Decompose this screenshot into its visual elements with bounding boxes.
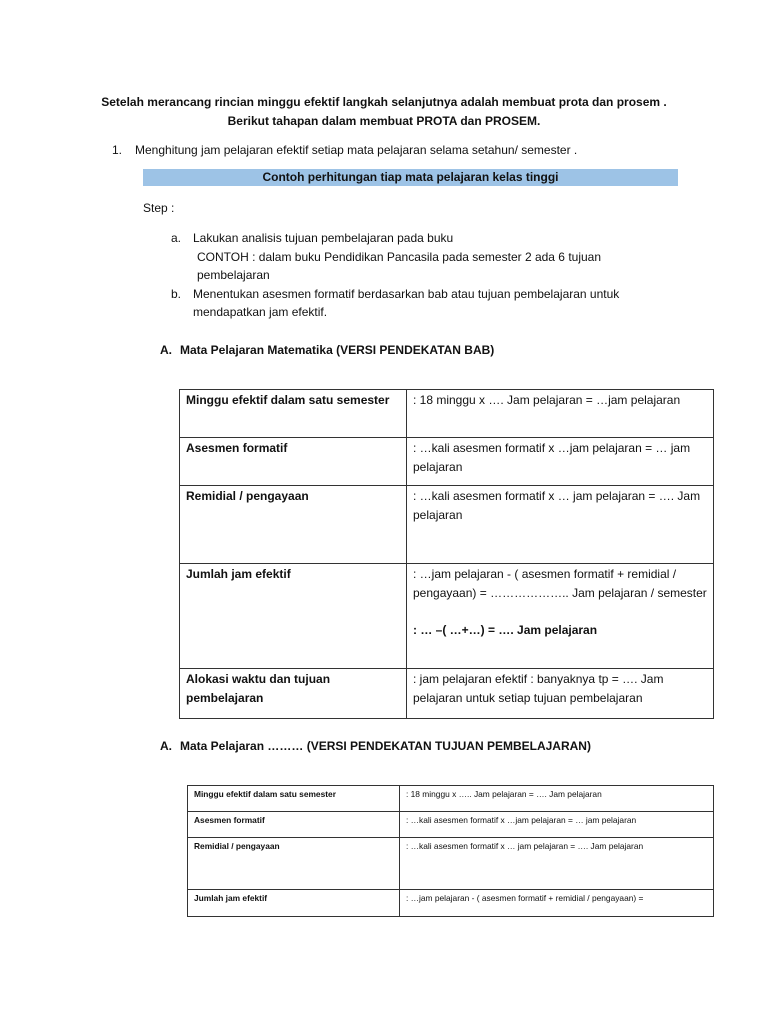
- table-row: [180, 438, 714, 486]
- intro-line-1: Setelah merancang rincian minggu efektif langkah selanjutnya adalah membuat prota dan prosem .: [101, 95, 667, 109]
- row-value-formula: : … –( …+…) = …. Jam pelajaran: [413, 623, 598, 637]
- example-banner: Contoh perhitungan tiap mata pelajaran kelas tinggi: [143, 169, 678, 186]
- step-a-line-2: CONTOH : dalam buku Pendidikan Pancasila pada semester 2 ada 6 tujuan: [197, 249, 602, 264]
- row-value: : …kali asesmen formatif x … jam pelajaran = …. Jam pelajaran: [400, 838, 714, 890]
- section-title: Mata Pelajaran ……… (VERSI PENDEKATAN TUJUAN PEMBELAJARAN): [180, 739, 591, 753]
- table-row: [180, 564, 714, 669]
- step-marker: b.: [171, 286, 182, 301]
- row-label: Minggu efektif dalam satu semester: [180, 390, 407, 438]
- row-value-cell: [407, 564, 714, 669]
- intro-line-2: Berikut tahapan dalam membuat PROTA dan PROSEM.: [227, 114, 541, 128]
- row-label: Alokasi waktu dan tujuan pembelajaran: [180, 669, 407, 719]
- item-text: Menghitung jam pelajaran efektif setiap mata pelajaran selama setahun/ semester .: [135, 143, 578, 157]
- row-label: Jumlah jam efektif: [188, 890, 400, 917]
- intro-paragraph: [60, 93, 708, 131]
- row-label: Minggu efektif dalam satu semester: [188, 786, 400, 812]
- step-list: [171, 229, 681, 322]
- step-item-a: [171, 229, 681, 285]
- row-value: : …kali asesmen formatif x …jam pelajaran = … jam pelajaran: [400, 812, 714, 838]
- step-a-line-3: pembelajaran: [197, 268, 270, 282]
- table-row: [188, 838, 714, 890]
- section-title: Mata Pelajaran Matematika (VERSI PENDEKATAN BAB): [180, 343, 495, 357]
- row-value: : 18 minggu x …. Jam pelajaran = …jam pelajaran: [407, 390, 714, 438]
- table-row: [180, 390, 714, 438]
- step-item-b: [171, 285, 681, 322]
- section-marker: A.: [160, 343, 172, 357]
- section-heading-math: [160, 342, 494, 358]
- math-effective-hours-table: [179, 389, 714, 719]
- table-row: [180, 669, 714, 719]
- table-row: [188, 890, 714, 917]
- table-row: [180, 486, 714, 564]
- step-b-line-1: Menentukan asesmen formatif berdasarkan bab atau tujuan pembelajaran untuk: [193, 286, 620, 301]
- subject-effective-hours-table: [187, 785, 714, 917]
- row-label: Remidial / pengayaan: [188, 838, 400, 890]
- row-label: Jumlah jam efektif: [180, 564, 407, 669]
- row-value: : 18 minggu x ….. Jam pelajaran = …. Jam pelajaran: [400, 786, 714, 812]
- row-value: : …jam pelajaran - ( asesmen formatif + remidial / pengayaan) =: [400, 890, 714, 917]
- step-marker: a.: [171, 231, 182, 245]
- row-value: : jam pelajaran efektif : banyaknya tp = …. Jam pelajaran untuk setiap tujuan pembelajaran: [407, 669, 714, 719]
- section-heading-subject: [160, 738, 591, 754]
- table-row: [188, 786, 714, 812]
- section-marker: A.: [160, 739, 172, 753]
- row-label: Asesmen formatif: [180, 438, 407, 486]
- row-value: : …kali asesmen formatif x … jam pelajaran = …. Jam pelajaran: [407, 486, 714, 564]
- numbered-item-1: [112, 142, 672, 158]
- row-label: Asesmen formatif: [188, 812, 400, 838]
- item-number: 1.: [112, 143, 123, 157]
- row-value: : …jam pelajaran - ( asesmen formatif + remidial / pengayaan) = ……………….. Jam pelajaran / semester: [413, 567, 707, 600]
- step-label: Step :: [143, 201, 175, 215]
- table-row: [188, 812, 714, 838]
- step-a-line-1: Lakukan analisis tujuan pembelajaran pada buku: [193, 231, 454, 245]
- row-label: Remidial / pengayaan: [180, 486, 407, 564]
- step-b-line-2: mendapatkan jam efektif.: [193, 305, 328, 319]
- row-value: : …kali asesmen formatif x …jam pelajaran = … jam pelajaran: [407, 438, 714, 486]
